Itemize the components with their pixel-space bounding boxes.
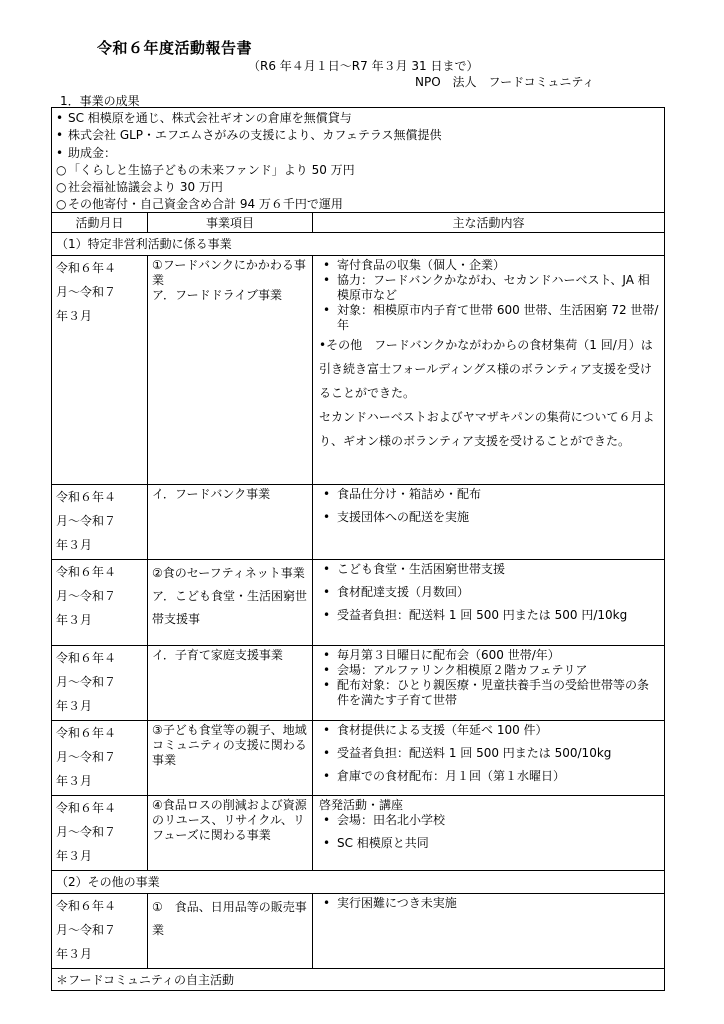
list-item: • 毎月第３日曜日に配布会（600 世帯/年） xyxy=(317,648,660,663)
content-cell xyxy=(313,894,665,969)
content-cell xyxy=(313,721,665,796)
item-cell: ②食のセーフティネット事業 ア．こども食堂・生活困窮世帯支援事 xyxy=(148,560,313,646)
report-title: 令和６年度活動報告書 xyxy=(97,39,253,57)
content-lead: 啓発活動・講座 xyxy=(319,798,404,812)
list-item: • 受益者負担：配送料 1 回 500 円または 500/10kg xyxy=(317,746,660,761)
table-row xyxy=(52,560,665,646)
outcome-line: ○ 「くらしと生協子どもの未来ファンド」より 50 万円 xyxy=(56,162,355,177)
header-content: 主な活動内容 xyxy=(313,213,665,233)
header-item: 事業項目 xyxy=(148,213,313,233)
list-item: • こども食堂・生活困窮世帯支援 xyxy=(317,562,660,577)
section-row xyxy=(52,233,665,256)
item-cell: ③子ども食堂等の親子、地域コミュニティの支援に関わる事業 xyxy=(148,721,313,796)
activity-table xyxy=(51,212,665,991)
footnote-row xyxy=(52,969,665,991)
content-cell xyxy=(313,485,665,560)
date-cell: 令和６年４ 月～令和７ 年３月 xyxy=(52,796,148,871)
list-item: • 倉庫での食材配布：月１回（第１水曜日） xyxy=(317,769,660,784)
list-item: • 会場：田名北小学校 xyxy=(317,813,660,828)
date-cell: 令和６年４ 月～令和７ 年３月 xyxy=(52,721,148,796)
outcome-line: • SC 相模原を通じ、株式会社ギオンの倉庫を無償貸与 xyxy=(56,111,352,125)
outcomes-box xyxy=(51,107,665,214)
section-label: （1）特定非営利活動に係る事業 xyxy=(52,233,665,256)
list-item: • 支援団体への配送を実施 xyxy=(317,510,660,525)
date-cell: 令和６年４ 月～令和７ 年３月 xyxy=(52,256,148,485)
date-cell: 令和６年４ 月～令和７ 年３月 xyxy=(52,894,148,969)
outcome-line: ○ 社会福祉協議会より 30 万円 xyxy=(56,180,223,195)
paragraph: セカンドハーベストおよびヤマザキパンの集荷について６月より、ギオン様のボランティア支援を受けることができた。 xyxy=(319,410,655,448)
report-period: （R6 年４月１日～R7 年３月 31 日まで） xyxy=(248,59,479,73)
section-label: （2）その他の事業 xyxy=(52,871,665,894)
outcome-line: ○ その他寄付・自己資金含め合計 94 万６千円で運用 xyxy=(56,197,343,212)
table-row xyxy=(52,256,665,485)
list-item: • 受益者負担：配送料 1 回 500 円または 500 円/10kg xyxy=(317,608,660,623)
list-item: • 協力：フードバンクかながわ、セカンドハーベスト、JA 相模原市など xyxy=(317,273,660,303)
header-date: 活動月日 xyxy=(52,213,148,233)
table-row xyxy=(52,796,665,871)
organization-name: NPO 法人 フードコミュニティ xyxy=(415,75,595,89)
outcome-line: • 株式会社 GLP・エフエムさがみの支援により、カフェテラス無償提供 xyxy=(56,128,442,143)
date-cell: 令和６年４ 月～令和７ 年３月 xyxy=(52,560,148,646)
table-row xyxy=(52,485,665,560)
list-item: • 食材提供による支援（年延べ 100 件） xyxy=(317,723,660,738)
item-cell: イ．子育て家庭支援事業 xyxy=(148,646,313,721)
list-item: • 会場：アルファリンク相模原２階カフェテリア xyxy=(317,663,660,678)
list-item: • 寄付食品の収集（個人・企業） xyxy=(317,258,660,273)
paragraph: •その他 フードバンクかながわからの食材集荷（1 回/月）は引き続き富士フォールディングス様のボランティア支援を受けることができた。 xyxy=(319,338,653,400)
item-cell: ④食品ロスの削減および資源のリユース、リサイクル、リフューズに関わる事業 xyxy=(148,796,313,871)
item-cell: ①フードバンクにかかわる事業 ア．フードドライブ事業 xyxy=(148,256,313,485)
table-row xyxy=(52,721,665,796)
list-item: • 食材配達支援（月数回） xyxy=(317,585,660,600)
content-cell xyxy=(313,646,665,721)
list-item: • 食品仕分け・箱詰め・配布 xyxy=(317,487,660,502)
table-header-row xyxy=(52,213,665,233)
section-heading-results: 1．事業の成果 xyxy=(60,94,140,108)
item-cell: ① 食品、日用品等の販売事業 xyxy=(148,894,313,969)
list-item: • SC 相模原と共同 xyxy=(317,836,660,851)
list-item: • 配布対象：ひとり親医療・児童扶養手当の受給世帯等の条件を満たす子育て世帯 xyxy=(317,678,660,708)
outcome-line: • 助成金： xyxy=(56,145,117,160)
table-row xyxy=(52,646,665,721)
item-cell: イ．フードバンク事業 xyxy=(148,485,313,560)
content-cell xyxy=(313,560,665,646)
section-row xyxy=(52,871,665,894)
date-cell: 令和６年４ 月～令和７ 年３月 xyxy=(52,646,148,721)
footnote: ＊フードコミュニティの自主活動 xyxy=(52,969,665,991)
list-item: • 対象：相模原市内子育て世帯 600 世帯、生活困窮 72 世帯/年 xyxy=(317,303,660,333)
content-cell xyxy=(313,796,665,871)
table-row xyxy=(52,894,665,969)
list-item: • 実行困難につき未実施 xyxy=(317,896,660,911)
date-cell: 令和６年４ 月～令和７ 年３月 xyxy=(52,485,148,560)
content-cell xyxy=(313,256,665,485)
